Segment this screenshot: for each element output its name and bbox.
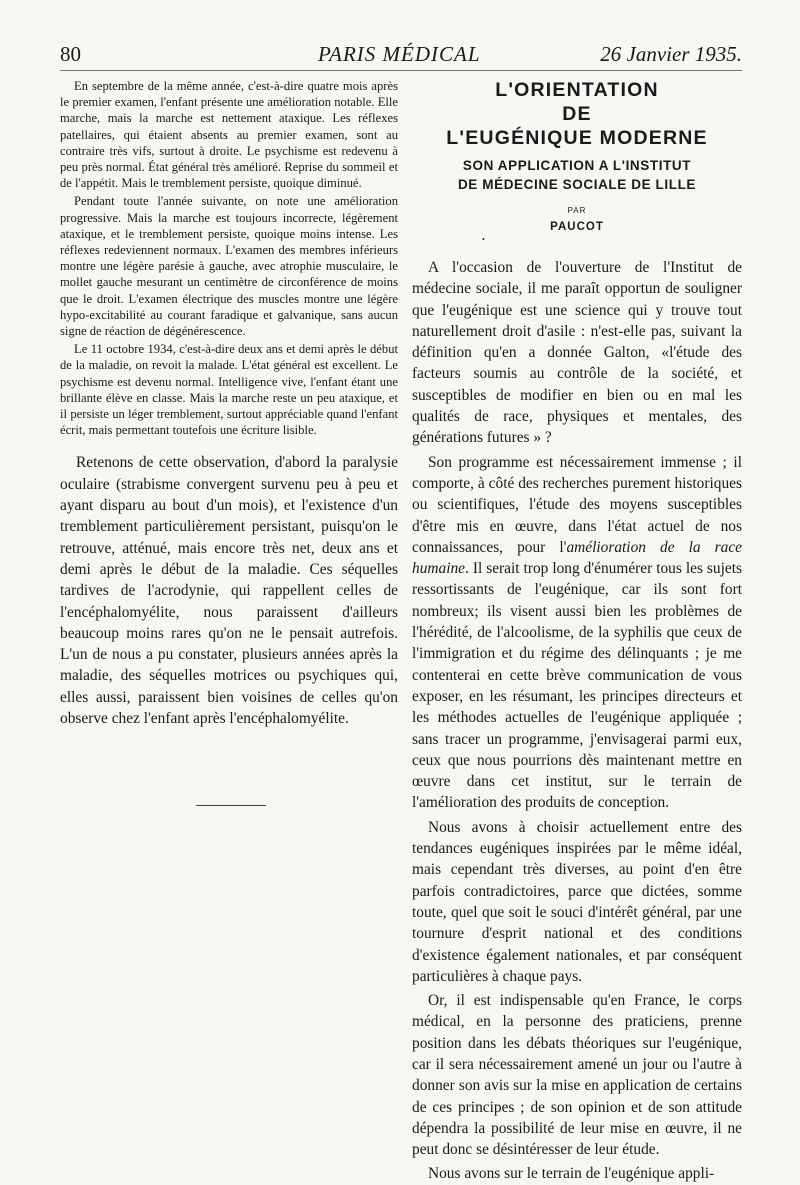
article-paragraph bbox=[412, 452, 742, 814]
article-title-line: L'EUGÉNIQUE MODERNE bbox=[446, 127, 708, 149]
observation-paragraph: Le 11 octobre 1934, c'est-à-dire deux ans et demi après le début de la maladie, on revoit la malade. L'état général est excellent. Le psychisme est devenu normal. Intelligence vive, l'enfant étant une brillante élève en classe. Mais la marche reste un peu ataxique, et il persiste un léger tremblement, surtout appréciable quand l'enfant écrit, mais permettant toutefois une écriture lisible. bbox=[60, 342, 398, 438]
article-paragraph: Nous avons sur le terrain de l'eugénique appli- bbox=[428, 1165, 715, 1183]
article-title-block bbox=[412, 78, 742, 233]
article-paragraph: Or, il est indispensable qu'en France, le corps médical, en la personne des praticiens, prenne position dans les débats théoriques sur l'eugénique, car il sera nécessairement amené un jour ou l'autre à donner son avis sur la mise en application de certains de ces principes ; de son opinion et de son attitude dépendra la possibilité de leur mise en œuvre, il ne peut donc se désintéresser de leur étude. bbox=[412, 992, 742, 1159]
observation-paragraph: En septembre de la même année, c'est-à-dire quatre mois après le premier examen, l'enfant présente une amélioration notable. Elle marche, mais la marche est nettement ataxique. Les réflexes patellaires, qui étaient absents au premier examen, sont au contraire très vifs, surtout à droite. Le psychisme est redevenu à peu près normal. État général très amélioré. Reprise du sommeil et de l'appétit. Mais le tremblement persiste, quoique diminué. bbox=[60, 79, 398, 191]
author-name: PAUCOT bbox=[550, 221, 604, 233]
header-rule bbox=[60, 70, 742, 71]
article-paragraph: A l'occasion de l'ouverture de l'Institut de médecine sociale, il me paraît opportun de souligner que l'eugénique est une science qui y trouve tout naturellement droit d'asile : n'est-elle pas, suivant la définition qu'en a donnée Galton, «l'étude des facteurs soumis au contrôle de la société, et susceptibles de modifier en bien ou en mal les qualités de race, physiques et mentales, des générations futures » ? bbox=[412, 259, 742, 447]
conclusion-paragraph: Retenons de cette observation, d'abord la paralysie oculaire (strabisme convergent survenu peu à peu et ayant disparu au bout d'un mois), et l'existence d'un tremblement particulièrement persistant, puisqu'on le retrouve, atténué, mais encore très net, deux ans et demi après le début de la maladie. Ces séquelles tardives de l'acrodynie, qui rappellent celles de l'encéphalomyélite, nous paraissent d'ailleurs beaucoup moins rares qu'on ne le pensait autrefois. L'un de nous a pu constater, plusieurs années après la maladie, des séquelles motrices ou psychiques qui, elles aussi, paraissent bien voisines de celles qu'on observe chez l'enfant après l'encéphalomyélite. bbox=[60, 454, 398, 728]
observation-text bbox=[60, 78, 398, 438]
decorative-dot: • bbox=[482, 235, 485, 244]
page-number: 80 bbox=[60, 42, 81, 66]
article-emphasis: amélioration de la race humaine bbox=[412, 538, 743, 578]
observation-paragraph: Pendant toute l'année suivante, on note une amélioration progressive. Mais la marche est toujours incorrecte, légèrement ataxique, et le tremblement persiste, quoique moins intense. Les réflexes redeviennent normaux. L'examen des membres inférieurs montre une légère parésie à gauche, avec atrophie musculaire, le mollet gauche mesurant un centimètre de circonférence de moins que le droit. L'examen électrique des muscles montre une légère hypo-excitabilité au courant faradique et galvanique, sans aucun signe de réaction de dégénérescence. bbox=[60, 194, 398, 339]
article-text: . Il serait trop long d'énumérer tous les sujets ressortissants de l'eugénique, car ils sont fort nombreux; ils visent aussi bien les problèmes de l'hérédité, de l'alcoolisme, de la syphilis que ceux de l'immigration et du régime des délinquants ; je me contenterai en cette brève communication de vous exposer, en les résumant, les principes directeurs et les méthodes actuelles de l'eugénique appliquée ; sans tracer un programme, j'envisagerai parmi eux, ceux que nous pourrions dès maintenant mettre en œuvre dans cet institut, sur le terrain de l'amélioration des produits de conception. bbox=[412, 560, 742, 812]
journal-title: PARIS MÉDICAL bbox=[318, 42, 481, 66]
section-separator bbox=[196, 805, 266, 806]
article-title-line: DE bbox=[562, 103, 592, 125]
article-paragraph: Nous avons à choisir actuellement entre des tendances eugéniques inspirées par le même idéal, mais cependant très diverses, au point d'en être parfois contradictoires, parce que dictées, somme toute, quel que soit le souci d'intérêt général, par une tournure d'esprit national et des conditions d'existence également nationales, et par conséquent particulières à chaque pays. bbox=[412, 818, 742, 985]
left-column bbox=[60, 78, 398, 806]
article-text: Son programme est nécessairement immense ; il comporte, à côté des recherches purement historiques ou scientifiques, l'étude des moyens susceptibles d'être mis en œuvre, dans l'état actuel de nos connaissances, pour l' bbox=[412, 453, 742, 556]
article-subtitle-line: SON APPLICATION A L'INSTITUT bbox=[462, 158, 692, 173]
article-title-line: L'ORIENTATION bbox=[495, 79, 659, 101]
byline-par: PAR bbox=[567, 206, 587, 215]
right-column bbox=[412, 78, 742, 1185]
page-header bbox=[60, 42, 742, 72]
conclusion-text bbox=[60, 452, 398, 729]
issue-date: 26 Janvier 1935. bbox=[600, 42, 742, 66]
article-subtitle-line: DE MÉDECINE SOCIALE DE LILLE bbox=[457, 177, 697, 192]
article-body bbox=[412, 257, 742, 1185]
